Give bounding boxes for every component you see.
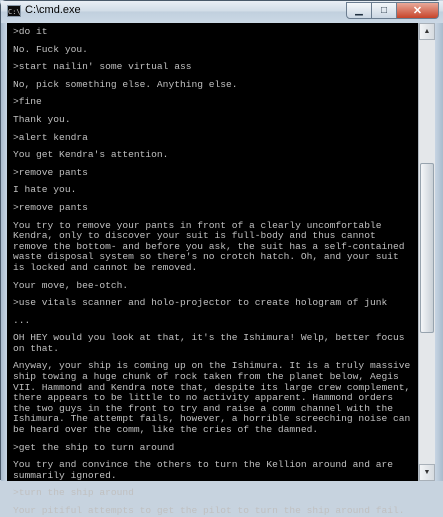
- console-line: >start nailin' some virtual ass: [13, 61, 192, 73]
- vertical-scrollbar[interactable]: [418, 23, 435, 481]
- console-line: You get Kendra's attention.: [13, 149, 169, 161]
- console-lines: [13, 23, 415, 517]
- window-frame-right: [435, 23, 443, 481]
- scroll-up-button[interactable]: [419, 23, 435, 40]
- console-line: I hate you.: [13, 184, 77, 196]
- console-line: >remove pants: [13, 201, 88, 213]
- cmd-app-icon[interactable]: C:\: [7, 5, 21, 17]
- console-line: You try and convince the others to turn the Kellion around and are summarily ignored.: [13, 459, 399, 481]
- console-line: You try to remove your pants in front of a clearly uncomfortable Kendra, only to discover your suit is full-body and thus cannot remove the bottom- and before you ask, the suit has a self-contained waste disposal system so there's no crotch hatch. Oh, and your suit is locked and cannot be removed.: [13, 219, 411, 273]
- close-button[interactable]: [397, 2, 439, 19]
- console-output[interactable]: [7, 23, 418, 516]
- maximize-icon: □: [380, 5, 388, 16]
- console-line: >get the ship to turn around: [13, 441, 175, 453]
- console-line: >turn the ship around: [13, 487, 134, 499]
- console-line: OH HEY would you look at that, it's the Ishimura! Welp, better focus on that.: [13, 332, 411, 354]
- console-line: Thank you.: [13, 113, 71, 125]
- console-line: >fine: [13, 96, 42, 108]
- console-line: No, pick something else. Anything else.: [13, 78, 238, 90]
- window-title: C:\cmd.exe: [25, 4, 81, 16]
- scrollbar-thumb[interactable]: [420, 163, 434, 333]
- minimize-icon: ▁: [355, 5, 363, 16]
- console-line: Your move, bee-otch.: [13, 279, 129, 291]
- minimize-button[interactable]: [346, 2, 372, 19]
- up-arrow-icon: ▲: [423, 28, 431, 35]
- down-arrow-icon: ▼: [423, 469, 431, 476]
- console-line: >remove pants: [13, 166, 88, 178]
- close-icon: ✕: [412, 5, 423, 17]
- title-bar[interactable]: [1, 1, 443, 23]
- console-line: Your pitiful attempts to get the pilot to turn the ship around fail.: [13, 505, 405, 516]
- maximize-button[interactable]: [372, 2, 397, 19]
- scroll-down-button[interactable]: [419, 464, 435, 481]
- window-controls: [346, 2, 439, 19]
- console-line: >use vitals scanner and holo-projector to create hologram of junk: [13, 297, 388, 309]
- console-line: >alert kendra: [13, 131, 88, 143]
- console-line: Anyway, your ship is coming up on the Ishimura. It is a truly massive ship towing a huge chunk of rock taken from the planet below, Aegis VII. Hammond and Kendra note that, despite its large crew complement, there appears to be little to no activity apparent. Hammond orders the two guys in the front to try and raise a comm channel with the Ishimura. The attempt fails, however, a horrible screeching noise can be heard over the comm, like the cries of the damned.: [13, 360, 417, 436]
- console-line: >do it: [13, 26, 48, 37]
- console-line: No. Fuck you.: [13, 43, 88, 55]
- console-line: ...: [13, 314, 31, 326]
